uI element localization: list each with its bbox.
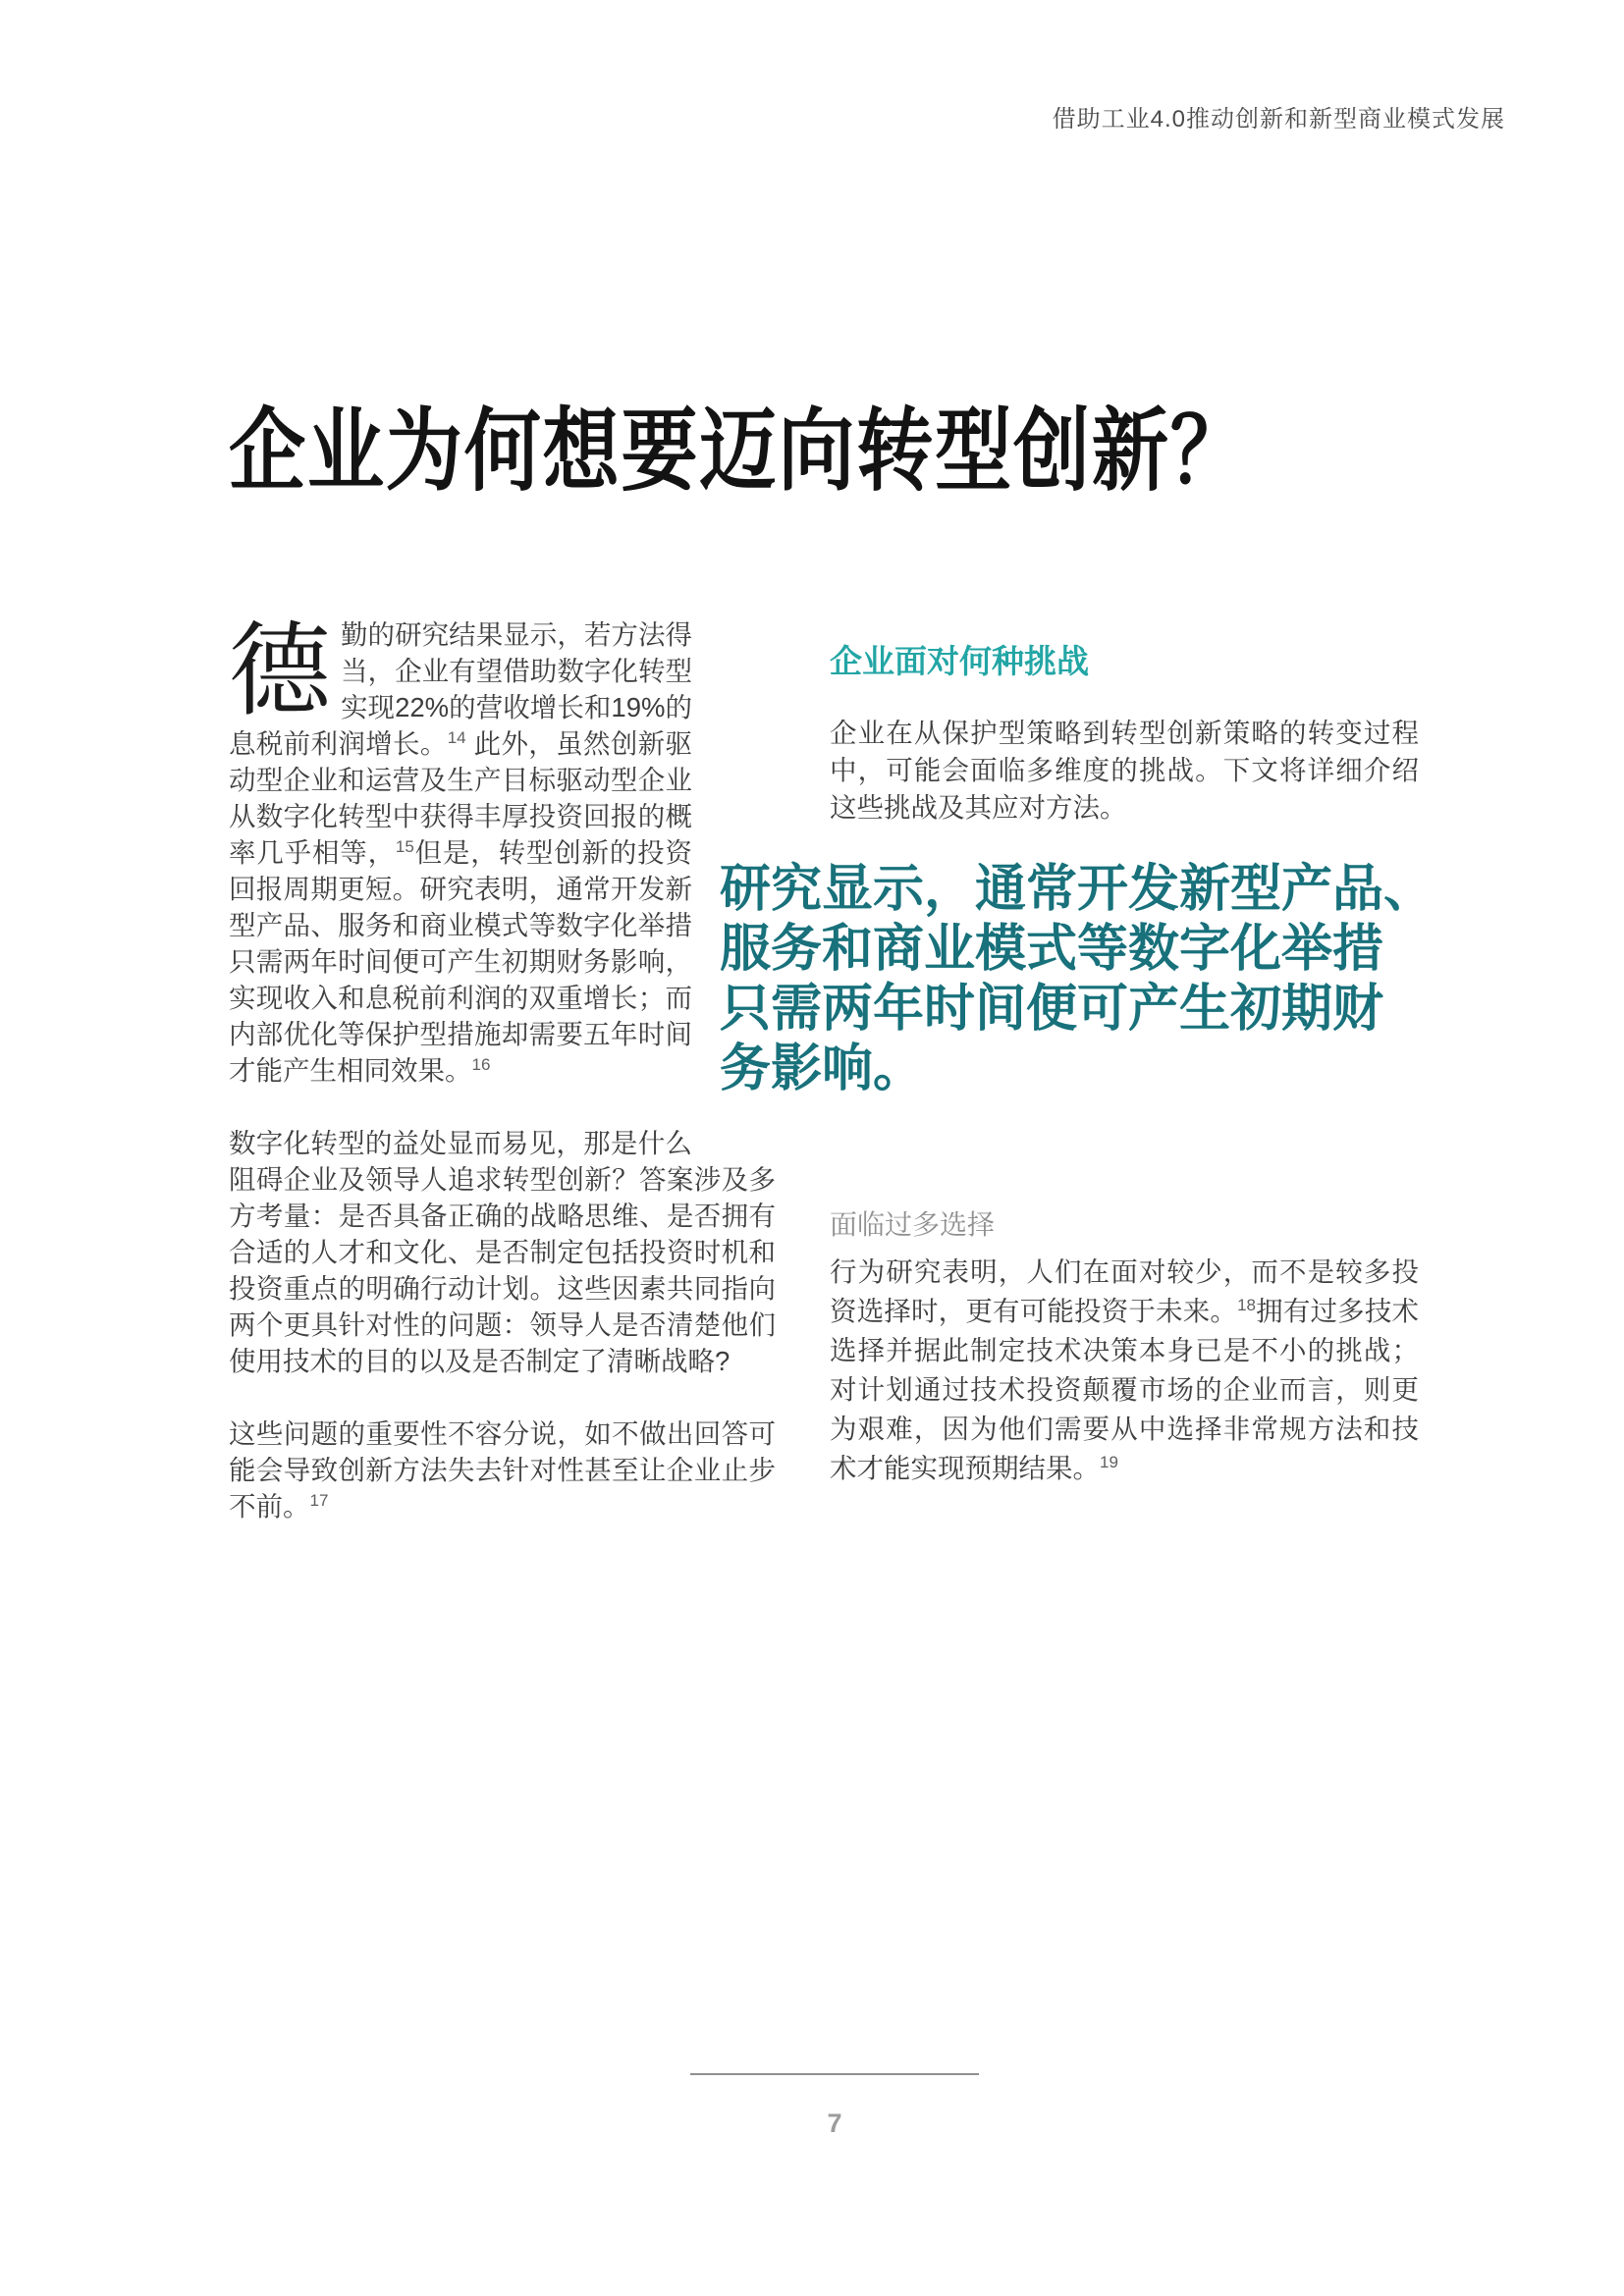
left-column [229,616,776,1561]
footnote-ref-16: 16 [471,1054,491,1074]
paragraph-text: 但是，转型创新的投资回报周期更短。研究表明，通常开发新型产品、服务和商业模式等数字化举措只需两年时间便可产生初期财务影响，实现收入和息税前利润的双重增长；而内部优化等保护型措施却需要五年时间才能产生相同效果。 [229,837,693,1086]
section-heading: 企业面对何种挑战 [830,643,1089,679]
right-column-top [830,636,1419,827]
paragraph-text: 企业在从保护型策略到转型创新策略的转变过程中，可能会面临多维度的挑战。下文将详细介绍这些挑战及其应对方法。 [830,718,1419,823]
body-paragraph-right [830,1253,1419,1488]
paragraph-text: 这些问题的重要性不容分说，如不做出回答可能会导致创新方法失去针对性甚至让企业止步不前。 [229,1418,776,1522]
drop-cap: 德 [229,614,332,728]
sub-heading: 面临过多选择 [830,1209,996,1240]
page-number: 7 [827,2109,842,2138]
paragraph-text: 数字化转型的益处显而易见，那是什么阻碍企业及领导人追求转型创新？答案涉及多方考量：是否具备正确的战略思维、是否拥有合适的人才和文化、是否制定包括投资时机和投资重点的明确行动计划。这些因素共同指向两个更具针对性的问题：领导人是否清楚他们使用技术的目的以及是否制定了清晰战略? [229,1128,776,1376]
pull-quote-line: 服务和商业模式等数字化举措 [720,921,1384,978]
right-column-bottom [830,1203,1419,1488]
footnote-ref-14: 14 [447,727,466,747]
pull-quote-line: 研究显示，通常开发新型产品、 [720,861,1435,918]
paragraph-text: 此外，虽然创新驱动型企业和运营及生产目标驱动型企业从数字化转型中获得丰厚投资回报的概率几乎相等， [229,728,693,868]
footer-rule [690,2073,979,2075]
paragraph-text: 勤的研究结果显示，若方法得当，企业有望借助数字化转型实现22%的营收增长和19%的息税前利润增长。 [229,619,692,759]
footnote-ref-15: 15 [395,836,414,856]
footnote-ref-19: 19 [1100,1452,1118,1471]
footnote-ref-17: 17 [309,1490,329,1510]
body-paragraph-2 [229,1125,776,1379]
paragraph-text: 行为研究表明，人们在面对较少，而不是较多投资选择时，更有可能投资于未来。 [830,1256,1419,1326]
pull-quote-line: 只需两年时间便可产生初期财 [720,981,1384,1038]
pull-quote [720,860,1466,1099]
section-intro [830,715,1419,827]
running-header: 借助工业4.0推动创新和新型商业模式发展 [1052,106,1505,133]
body-paragraph-3 [229,1415,776,1524]
paragraph-text: 拥有过多技术选择并据此制定技术决策本身已是不小的挑战；对计划通过技术投资颠覆市场的企业而言，则更为艰难，因为他们需要从中选择非常规方法和技术才能实现预期结果。 [830,1296,1420,1483]
footnote-ref-18: 18 [1237,1295,1256,1314]
page-title: 企业为何想要迈向转型创新？ [229,401,1249,502]
pull-quote-line: 务影响。 [720,1041,925,1097]
body-paragraph-1 [229,616,776,1089]
